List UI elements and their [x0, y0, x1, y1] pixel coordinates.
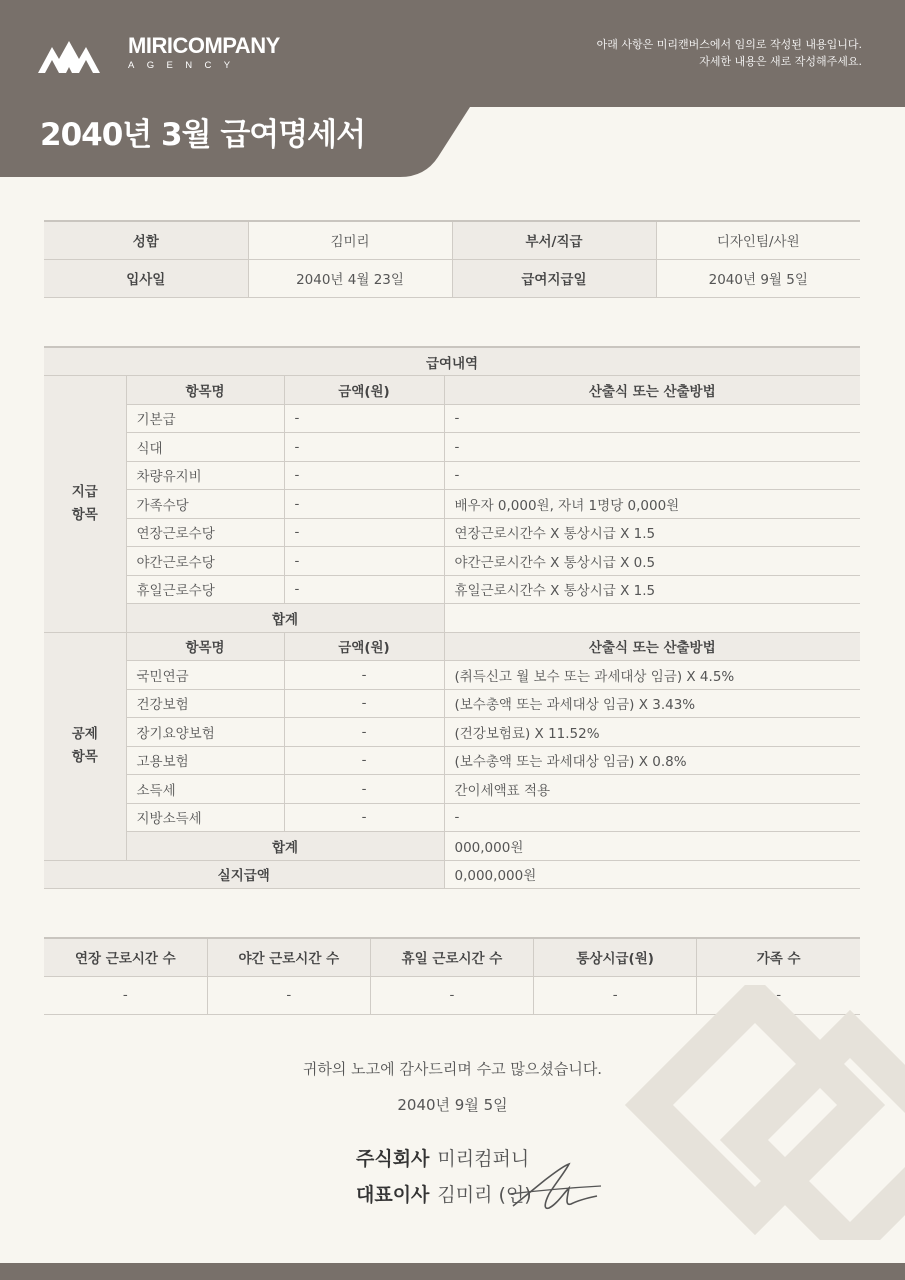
earning-item: 식대 [126, 433, 284, 462]
deduction-amount: - [284, 803, 444, 832]
deduction-method: 간이세액표 적용 [444, 775, 860, 804]
deduction-method: - [444, 803, 860, 832]
net-pay-value: 0,000,000원 [444, 860, 860, 889]
earning-amount: - [284, 575, 444, 604]
earning-item: 휴일근로수당 [126, 575, 284, 604]
earning-item: 가족수당 [126, 490, 284, 519]
earning-item: 차량유지비 [126, 461, 284, 490]
earning-amount: - [284, 490, 444, 519]
payday-value: 2040년 9월 5일 [656, 259, 860, 297]
header-band [0, 0, 905, 107]
deduction-item: 고용보험 [126, 746, 284, 775]
issue-date: 2040년 9월 5일 [397, 1096, 508, 1114]
earning-item: 기본급 [126, 404, 284, 433]
col-amount-header: 금액(원) [284, 632, 444, 661]
company-line [356, 1144, 529, 1171]
name-value: 김미리 [248, 221, 452, 259]
table-row [44, 518, 860, 547]
col-item-header: 항목명 [126, 376, 284, 405]
notice [597, 36, 862, 70]
footer-band [0, 1263, 905, 1280]
table-row [44, 689, 860, 718]
table-row [44, 746, 860, 775]
holiday-hours-header: 휴일 근로시간 수 [370, 938, 533, 976]
earnings-group-label: 지급 항목 [44, 376, 126, 633]
earning-method: 휴일근로시간수 X 통상시급 X 1.5 [444, 575, 860, 604]
pay-details-table [44, 346, 860, 889]
deductions-group-label: 공제 항목 [44, 632, 126, 860]
deduction-item: 국민연금 [126, 661, 284, 690]
night-hours-value: - [207, 976, 370, 1014]
deduction-item: 지방소득세 [126, 803, 284, 832]
family-count-value: - [697, 976, 860, 1014]
mountain-logo-icon [38, 33, 100, 73]
holiday-hours-value: - [370, 976, 533, 1014]
payday-label: 급여지급일 [452, 259, 656, 297]
col-amount-header: 금액(원) [284, 376, 444, 405]
earning-amount: - [284, 461, 444, 490]
brand [128, 34, 280, 72]
earning-method: - [444, 461, 860, 490]
col-method-header: 산출식 또는 산출방법 [444, 376, 860, 405]
earnings-total-value [444, 604, 860, 633]
table-row [44, 718, 860, 747]
join-date-label: 입사일 [44, 259, 248, 297]
table-row [44, 575, 860, 604]
col-method-header: 산출식 또는 산출방법 [444, 632, 860, 661]
deductions-total-value: 000,000원 [444, 832, 860, 861]
notice-line-1: 아래 사항은 미리캔버스에서 임의로 작성된 내용입니다. [596, 38, 862, 51]
col-item-header: 항목명 [126, 632, 284, 661]
thanks-message: 귀하의 노고에 감사드리며 수고 많으셨습니다. [302, 1060, 603, 1078]
family-count-header: 가족 수 [697, 938, 860, 976]
overtime-hours-value: - [44, 976, 207, 1014]
overtime-hours-header: 연장 근로시간 수 [44, 938, 207, 976]
dept-label: 부서/직급 [452, 221, 656, 259]
earning-amount: - [284, 433, 444, 462]
page-title: 2040년 3월 급여명세서 [40, 117, 366, 153]
dept-value: 디자인팀/사원 [656, 221, 860, 259]
company-label: 주식회사 [356, 1148, 430, 1170]
deduction-amount: - [284, 661, 444, 690]
ceo-label: 대표이사 [356, 1184, 430, 1206]
deduction-method: (취득신고 월 보수 또는 과세대상 임금) X 4.5% [444, 661, 860, 690]
deduction-item: 건강보험 [126, 689, 284, 718]
net-pay-label: 실지급액 [44, 860, 444, 889]
join-date-value: 2040년 4월 23일 [248, 259, 452, 297]
table-row [44, 461, 860, 490]
deduction-method: (건강보험료) X 11.52% [444, 718, 860, 747]
earning-method: 야간근로시간수 X 통상시급 X 0.5 [444, 547, 860, 576]
deduction-amount: - [284, 689, 444, 718]
notice-line-2: 자세한 내용은 새로 작성해주세요. [699, 55, 862, 68]
table-row [44, 404, 860, 433]
earning-amount: - [284, 404, 444, 433]
table-row [44, 661, 860, 690]
deduction-item: 장기요양보험 [126, 718, 284, 747]
hourly-wage-header: 통상시급(원) [534, 938, 697, 976]
ceo-name: 김미리 (인) [437, 1184, 532, 1206]
signature-scribble [505, 1158, 605, 1224]
earning-method: 배우자 0,000원, 자녀 1명당 0,000원 [444, 490, 860, 519]
table-row [44, 547, 860, 576]
name-label: 성함 [44, 221, 248, 259]
earning-method: - [444, 404, 860, 433]
earning-item: 연장근로수당 [126, 518, 284, 547]
table-row [44, 490, 860, 519]
earning-amount: - [284, 518, 444, 547]
deduction-amount: - [284, 718, 444, 747]
earning-method: - [444, 433, 860, 462]
hourly-wage-value: - [534, 976, 697, 1014]
earning-method: 연장근로시간수 X 통상시급 X 1.5 [444, 518, 860, 547]
earning-item: 야간근로수당 [126, 547, 284, 576]
deductions-total-label: 합계 [126, 832, 444, 861]
deduction-amount: - [284, 775, 444, 804]
earnings-total-label: 합계 [126, 604, 444, 633]
night-hours-header: 야간 근로시간 수 [207, 938, 370, 976]
brand-subtitle: AGENCY [128, 60, 243, 71]
table-row [44, 803, 860, 832]
deduction-item: 소득세 [126, 775, 284, 804]
deduction-method: (보수총액 또는 과세대상 임금) X 0.8% [444, 746, 860, 775]
earning-amount: - [284, 547, 444, 576]
brand-name: MIRICOMPANY [128, 33, 280, 58]
deduction-amount: - [284, 746, 444, 775]
table-row [44, 433, 860, 462]
pay-table-title: 급여내역 [44, 347, 860, 376]
deduction-method: (보수총액 또는 과세대상 임금) X 3.43% [444, 689, 860, 718]
table-row [44, 775, 860, 804]
employee-info-table [44, 220, 860, 298]
company-name: 미리컴퍼니 [437, 1148, 530, 1170]
